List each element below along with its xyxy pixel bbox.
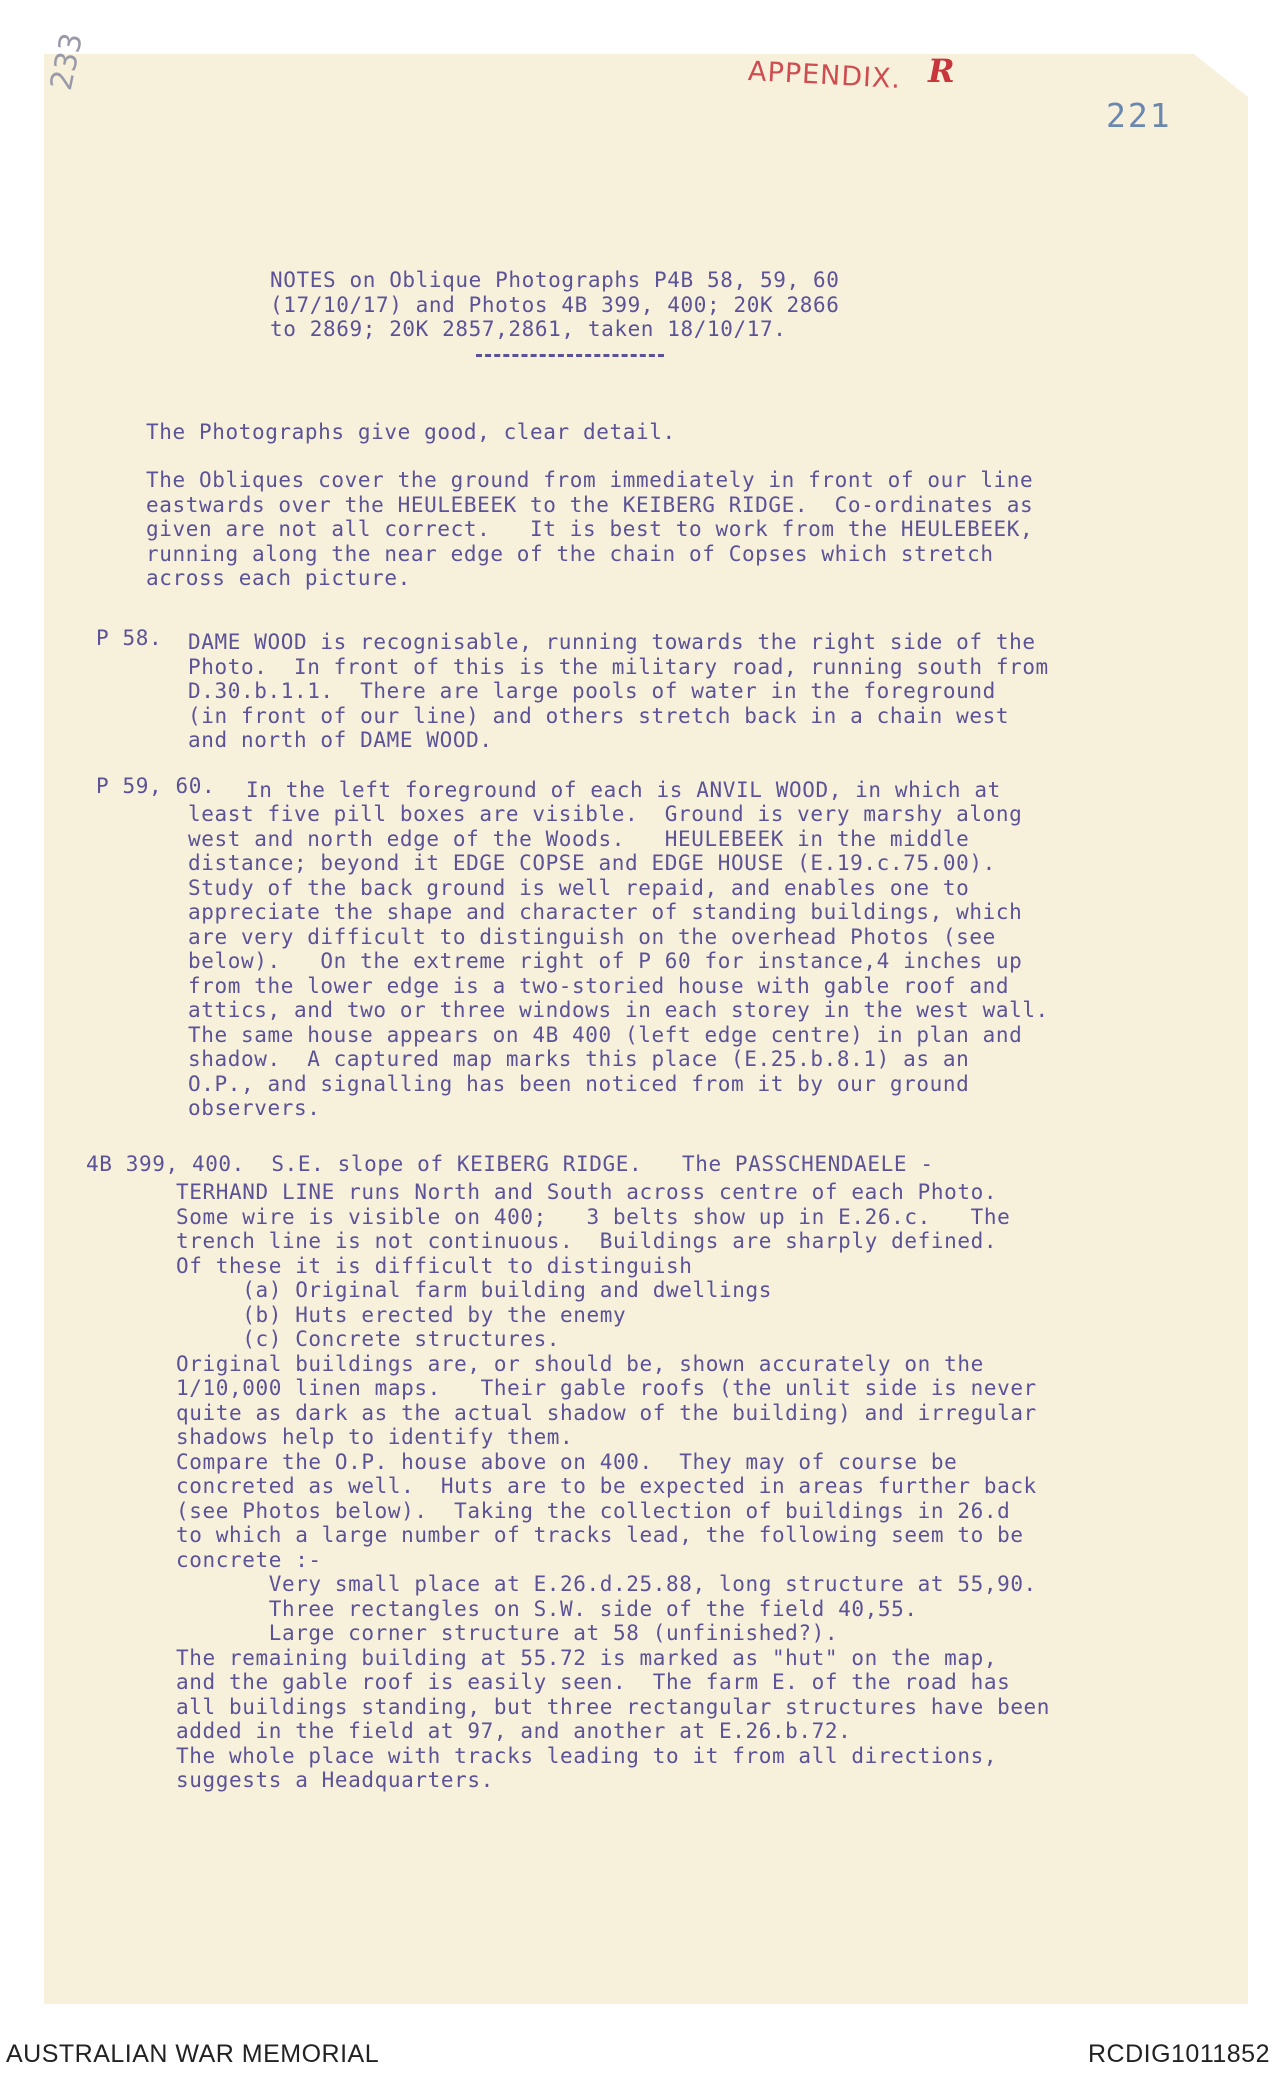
section-line: (in front of our line) and others stretch back in a chain west: [188, 703, 1010, 728]
section-line: In the left foreground of each is ANVIL WOOD, in which at: [246, 778, 1001, 802]
title-line: (17/10/17) and Photos 4B 399, 400; 20K 2866: [270, 292, 840, 317]
section-body-4b: [176, 1180, 1050, 1793]
section-line: below). On the extreme right of P 60 for instance,4 inches up: [188, 949, 1023, 973]
section-line: shadow. A captured map marks this place (E.25.b.8.1) as an: [188, 1047, 970, 1071]
section-line: TERHAND LINE runs North and South across centre of each Photo.: [176, 1180, 998, 1204]
intro-line: running along the near edge of the chain of Copses which stretch: [146, 541, 994, 566]
section-line: to which a large number of tracks lead, the following seem to be: [176, 1523, 1024, 1547]
section-line: concreted as well. Huts are to be expected in areas further back: [176, 1474, 1037, 1498]
section-line: and north of DAME WOOD.: [188, 728, 493, 752]
section-line: suggests a Headquarters.: [176, 1768, 494, 1792]
section-line: (c) Concrete structures.: [176, 1327, 561, 1351]
section-label-p59: P 59, 60.: [96, 774, 216, 798]
intro-line: across each picture.: [146, 566, 411, 590]
section-body-p59-cont: [188, 802, 1049, 1121]
section-line: The same house appears on 4B 400 (left edge centre) in plan and: [188, 1022, 1023, 1047]
section-line: 1/10,000 linen maps. Their gable roofs (the unlit side is never: [176, 1376, 1037, 1400]
title-line: NOTES on Oblique Photographs P4B 58, 59, 60: [270, 268, 840, 292]
section-line: Large corner structure at 58 (unfinished?).: [176, 1621, 839, 1645]
section-first-line: S.E. slope of KEIBERG RIDGE. The PASSCHENDAELE -: [271, 1152, 934, 1176]
section-line: The remaining building at 55.72 is marked as "hut" on the map,: [176, 1645, 998, 1670]
section-line: The whole place with tracks leading to it from all directions,: [176, 1743, 998, 1768]
intro-line: eastwards over the HEULEBEEK to the KEIBERG RIDGE. Co-ordinates as: [146, 492, 1034, 517]
section-line: (a) Original farm building and dwellings: [176, 1278, 772, 1302]
intro-paragraph-2: [146, 468, 1033, 591]
document-title: [270, 268, 839, 342]
appendix-letter: R: [928, 52, 955, 90]
section-line: Very small place at E.26.d.25.88, long structure at 55,90.: [176, 1572, 1037, 1596]
section-line: DAME WOOD is recognisable, running towards the right side of the: [188, 630, 1036, 654]
section-line: O.P., and signalling has been noticed from it by our ground: [188, 1071, 970, 1096]
page-number: 221: [1106, 96, 1172, 135]
intro-line: The Obliques cover the ground from immediately in front of our line: [146, 468, 1034, 492]
section-line: added in the field at 97, and another at E.26.b.72.: [176, 1719, 852, 1743]
section-line: quite as dark as the actual shadow of the building) and irregular: [176, 1400, 1037, 1425]
section-line: Of these it is difficult to distinguish: [176, 1253, 693, 1278]
title-line: to 2869; 20K 2857,2861, taken 18/10/17.: [270, 317, 787, 341]
section-line: trench line is not continuous. Buildings are sharply defined.: [176, 1229, 998, 1253]
section-line: west and north edge of the Woods. HEULEBEEK in the middle: [188, 826, 970, 851]
title-divider: [476, 354, 664, 357]
footer-source: AUSTRALIAN WAR MEMORIAL: [6, 2040, 380, 2068]
footer-id: RCDIG1011852: [1087, 2040, 1270, 2068]
section-line: concrete :-: [176, 1547, 322, 1572]
section-line: Photo. In front of this is the military road, running south from: [188, 654, 1049, 679]
section-line: (b) Huts erected by the enemy: [176, 1302, 627, 1327]
section-label: 4B 399, 400.: [86, 1152, 245, 1176]
section-body-p59: [246, 778, 1001, 803]
section-label-p58: P 58.: [96, 626, 163, 650]
section-line: appreciate the shape and character of standing buildings, which: [188, 900, 1023, 924]
section-line: Compare the O.P. house above on 400. They may of course be: [176, 1449, 958, 1474]
section-line: and the gable roof is easily seen. The farm E. of the road has: [176, 1670, 1011, 1694]
section-body-p58: [188, 630, 1049, 753]
section-line: from the lower edge is a two-storied house with gable roof and: [188, 973, 1010, 998]
section-line: Three rectangles on S.W. side of the field 40,55.: [176, 1596, 918, 1621]
section-line: are very difficult to distinguish on the overhead Photos (see: [188, 924, 996, 949]
section-line: Study of the back ground is well repaid, and enables one to: [188, 875, 970, 900]
section-line: all buildings standing, but three rectangular structures have been: [176, 1694, 1051, 1719]
section-line: Original buildings are, or should be, shown accurately on the: [176, 1351, 984, 1376]
section-line: least five pill boxes are visible. Ground is very marshy along: [188, 802, 1023, 826]
intro-line: given are not all correct. It is best to work from the HEULEBEEK,: [146, 517, 1034, 541]
section-line: D.30.b.1.1. There are large pools of water in the foreground: [188, 679, 996, 703]
section-line: observers.: [188, 1096, 321, 1120]
folio-number: 233: [44, 29, 91, 94]
section-line: Some wire is visible on 400; 3 belts show up in E.26.c. The: [176, 1204, 1011, 1229]
section-line: shadows help to identify them.: [176, 1425, 574, 1449]
section-line: attics, and two or three windows in each storey in the west wall.: [188, 998, 1049, 1022]
section-line: distance; beyond it EDGE COPSE and EDGE HOUSE (E.19.c.75.00).: [188, 851, 996, 875]
intro-paragraph-1: The Photographs give good, clear detail.: [146, 420, 676, 444]
appendix-stamp: APPENDIX.: [747, 56, 902, 95]
section-line: (see Photos below). Taking the collection of buildings in 26.d: [176, 1498, 1011, 1523]
section-label-4b: [86, 1152, 934, 1177]
